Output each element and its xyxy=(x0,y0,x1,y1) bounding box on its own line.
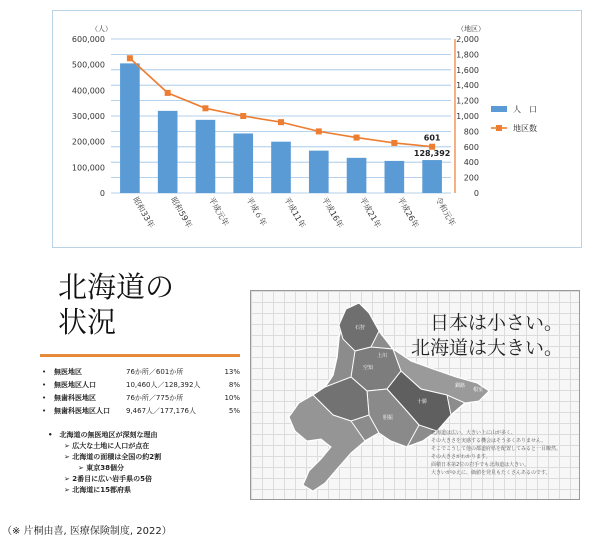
line-point xyxy=(278,119,284,125)
stat-value: 10,460人／128,392人 xyxy=(126,381,201,389)
divider xyxy=(40,354,240,357)
stat-label: 無歯科医地区 xyxy=(54,394,96,402)
legend-line-marker xyxy=(496,125,502,131)
left-tick-label: 200,000 xyxy=(71,137,105,147)
right-tick-label: 1,600 xyxy=(456,65,479,75)
line-point xyxy=(240,113,246,119)
stat-row xyxy=(40,379,240,392)
reason-item: • 北海道の無医地区が深刻な理由 xyxy=(48,431,158,439)
reason-item: ➢ 東京38個分 xyxy=(78,464,125,472)
bar-data-label: 128,392 xyxy=(413,149,451,159)
map-headline-1: 日本は小さい。 xyxy=(429,312,563,334)
category-label: 令和元年 xyxy=(433,195,458,228)
left-tick-label: 100,000 xyxy=(71,163,105,173)
stat-pct: 8% xyxy=(228,381,240,389)
line-point xyxy=(391,140,397,146)
right-tick-label: 1,200 xyxy=(456,96,479,106)
bar xyxy=(385,161,405,193)
category-label: 平成６年 xyxy=(244,195,269,228)
map-panel xyxy=(250,290,580,500)
map-note-line: 大きいがゆえに、価値を発見もたくさんあるのです。 xyxy=(431,470,551,476)
summary-panel xyxy=(40,270,240,520)
map-headline xyxy=(411,311,563,361)
bar xyxy=(233,133,253,193)
category-label: 昭和33年 xyxy=(131,195,157,230)
combo-chart xyxy=(53,11,583,249)
chart-panel xyxy=(52,10,582,248)
map-region-label: 胆振 xyxy=(383,415,394,421)
stat-pct: 13% xyxy=(224,368,240,376)
stat-value: 76か所／601か所 xyxy=(126,368,184,376)
category-label: 平成26年 xyxy=(395,195,421,230)
title-line-1: 北海道の xyxy=(58,270,175,304)
stat-pct: 10% xyxy=(224,394,240,402)
stat-bullet: • xyxy=(42,368,47,376)
right-tick-label: 1,400 xyxy=(456,81,479,91)
left-tick-label: 500,000 xyxy=(71,60,105,70)
right-tick-label: 200 xyxy=(463,173,479,183)
right-tick-label: 400 xyxy=(463,158,479,168)
line-point xyxy=(354,135,360,141)
map-region-label: 空知 xyxy=(363,365,374,371)
legend-bar-label: 人 口 xyxy=(513,105,537,114)
stat-label: 無医地区 xyxy=(54,368,82,376)
line-data-label: 601 xyxy=(423,133,441,143)
reason-item: ➢ 広大な土地に人口が点在 xyxy=(64,442,150,450)
stat-bullet: • xyxy=(42,394,47,402)
right-tick-label: 600 xyxy=(463,142,479,152)
bar xyxy=(271,142,291,193)
stat-row xyxy=(40,366,240,379)
map-note-line: 北海道は広い。大きい上に山が多く、 xyxy=(431,430,516,436)
right-tick-label: 1,000 xyxy=(456,112,479,121)
citation: （※ 片桐由喜, 医療保険制度, 2022） xyxy=(2,526,172,537)
category-label: 平成11年 xyxy=(282,195,308,230)
category-label: 昭和59年 xyxy=(168,195,194,230)
category-label: 平成21年 xyxy=(357,195,383,230)
right-tick-label: 800 xyxy=(463,127,479,137)
legend-line-label: 地区数 xyxy=(513,124,537,133)
stat-bullet: • xyxy=(42,407,47,415)
left-tick-label: 400,000 xyxy=(71,86,105,96)
bar xyxy=(309,151,329,193)
stats-list xyxy=(40,366,240,418)
map-note-line: その大きさがわかります。 xyxy=(431,454,491,460)
bar xyxy=(196,120,216,193)
title-line-2: 状況 xyxy=(58,305,117,339)
map-note-line: その大きさを実感する機会はそう多くありません。 xyxy=(431,438,547,444)
map-region-label: 十勝 xyxy=(417,399,428,405)
right-tick-label: 0 xyxy=(473,189,479,198)
bar xyxy=(120,63,140,193)
right-tick-label: 2,000 xyxy=(456,35,479,44)
stat-label: 無歯科医地区人口 xyxy=(54,407,110,415)
right-tick-label: 1,800 xyxy=(456,50,479,60)
line-point xyxy=(202,105,208,111)
map-region-label: 石狩 xyxy=(355,325,366,331)
left-axis-unit: （人） xyxy=(91,25,112,33)
stat-label: 無医地区人口 xyxy=(54,381,96,389)
bar xyxy=(422,160,442,193)
line-point xyxy=(165,90,171,96)
line-point xyxy=(316,128,322,134)
left-tick-label: 300,000 xyxy=(71,112,105,121)
stat-row xyxy=(40,392,240,405)
stat-value: 76か所／775か所 xyxy=(126,394,184,402)
map-note-line: 面積日本第2位の岩手でも北海道は大きい。 xyxy=(431,462,530,468)
map-note xyxy=(431,429,571,477)
bar xyxy=(347,158,367,193)
map-region-label: 根室 xyxy=(473,387,484,393)
reasons-list xyxy=(48,430,161,496)
reason-item: ➢ 北海道に15都府県 xyxy=(64,486,132,494)
map-region-label: 上川 xyxy=(377,353,388,359)
left-tick-label: 600,000 xyxy=(71,35,105,44)
reason-item: ➢ 2番目に広い岩手県の5倍 xyxy=(64,475,153,483)
stat-value: 9,467人／177,176人 xyxy=(126,407,196,415)
legend-bar-swatch xyxy=(491,106,507,112)
map-note-line: そこでこうして他の都道府県を配置してみると一目瞭然。 xyxy=(431,446,562,452)
left-tick-label: 0 xyxy=(99,189,105,198)
bar xyxy=(158,111,178,193)
map-headline-2: 北海道は大きい。 xyxy=(410,337,563,359)
stat-pct: 5% xyxy=(228,407,240,415)
summary-title xyxy=(58,270,174,340)
right-axis-unit: （地区） xyxy=(457,25,485,33)
stat-bullet: • xyxy=(42,381,47,389)
map-region-label: 釧路 xyxy=(455,383,466,389)
stat-row xyxy=(40,405,240,418)
line-point xyxy=(127,55,133,61)
category-label: 平成元年 xyxy=(206,195,231,228)
reason-item: ➢ 北海道の面積は全国の約2割 xyxy=(64,453,162,461)
category-label: 平成16年 xyxy=(320,195,345,230)
